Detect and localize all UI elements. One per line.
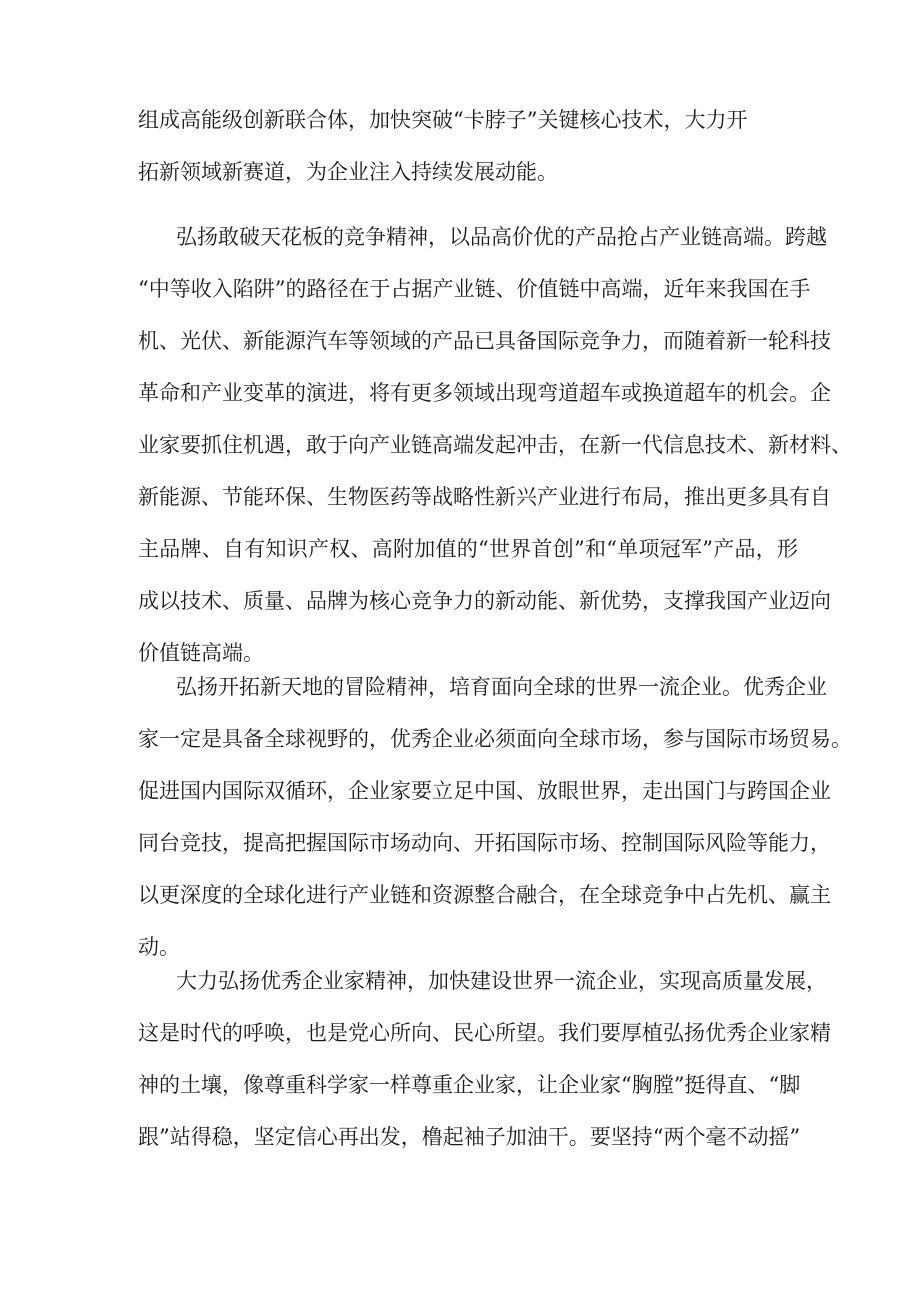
text-line: 促进国内国际双循环，企业家要立足中国、放眼世界，走出国门与跨国企业 xyxy=(138,779,831,803)
text-line: 拓新领域新赛道，为企业注入持续发展动能。 xyxy=(138,160,558,184)
text-line: 革命和产业变革的演进，将有更多领域出现弯道超车或换道超车的机会。企 xyxy=(138,381,831,405)
text-line: 主品牌、自有知识产权、高附加值的“世界首创”和“单项冠军”产品，形 xyxy=(138,537,798,561)
text-line: 组成高能级创新联合体，加快突破“卡脖子”关键核心技术，大力开 xyxy=(138,108,748,132)
paragraph-4 xyxy=(138,955,831,1163)
text-line: 业家要抓住机遇，敢于向产业链高端发起冲击，在新一代信息技术、新材料、 xyxy=(138,433,852,457)
paragraph-3 xyxy=(138,661,852,973)
text-line: 动。 xyxy=(138,935,180,959)
text-line: 成以技术、质量、品牌为核心竞争力的新动能、新优势，支撑我国产业迈向 xyxy=(138,589,831,613)
text-line: 跟”站得稳，坚定信心再出发，橹起袖子加油干。要坚持“两个毫不动摇” xyxy=(138,1125,801,1149)
text-line: 价值链高端。 xyxy=(138,641,264,665)
text-line: 这是时代的呼唤，也是党心所向、民心所望。我们要厚植弘扬优秀企业家精 xyxy=(138,1021,831,1045)
text-line: 弘扬开拓新天地的冒险精神，培育面向全球的世界一流企业。优秀企业 xyxy=(176,675,827,699)
text-line: 新能源、节能环保、生物医药等战略性新兴产业进行布局，推出更多具有自 xyxy=(138,485,831,509)
text-line: 以更深度的全球化进行产业链和资源整合融合，在全球竞争中占先机、赢主 xyxy=(138,883,831,907)
text-line: 弘扬敢破天花板的竞争精神，以品高价优的产品抢占产业链高端。跨越 xyxy=(176,225,827,249)
text-line: 同台竞技，提高把握国际市场动向、开拓国际市场、控制国际风险等能力， xyxy=(138,831,831,855)
text-line: 家一定是具备全球视野的，优秀企业必须面向全球市场，参与国际市场贸易。 xyxy=(138,727,852,751)
paragraph-1 xyxy=(138,94,798,198)
paragraph-2 xyxy=(138,211,852,679)
text-line: 大力弘扬优秀企业家精神，加快建设世界一流企业，实现高质量发展， xyxy=(176,969,827,993)
text-line: 神的土壤，像尊重科学家一样尊重企业家，让企业家“胸膛”挺得直、“脚 xyxy=(138,1073,801,1097)
text-line: 机、光伏、新能源汽车等领域的产品已具备国际竞争力，而随着新一轮科技 xyxy=(138,329,831,353)
text-line: “中等收入陷阱”的路径在于占据产业链、价值链中高端，近年来我国在手 xyxy=(138,277,811,301)
